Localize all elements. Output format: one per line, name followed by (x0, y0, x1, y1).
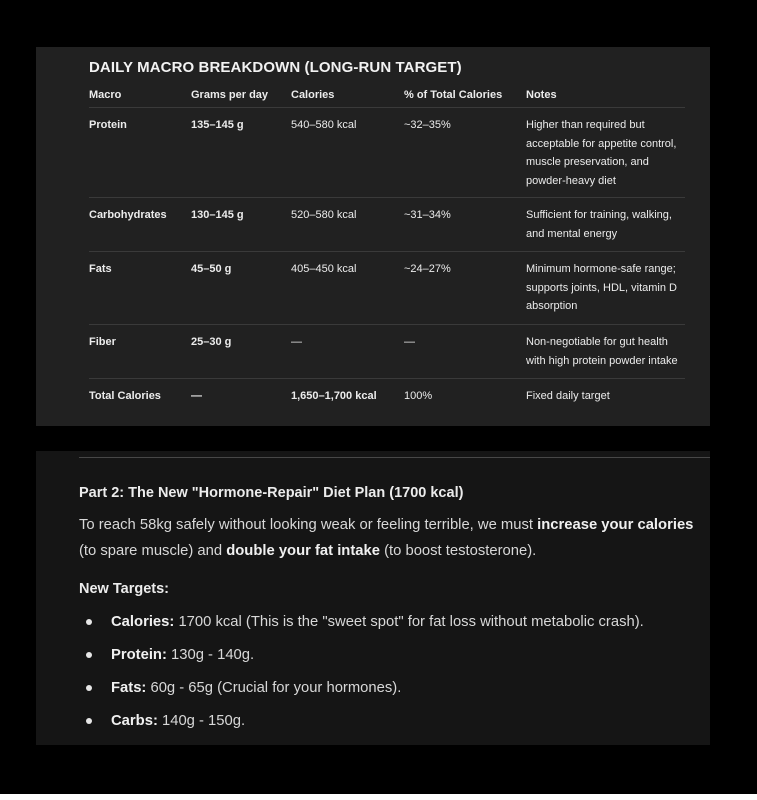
list-item (79, 609, 699, 642)
cell-notes: Minimum hormone-safe range; supports joints, HDL, vitamin D absorption (526, 263, 677, 312)
target-value: 140g - 150g. (157, 713, 246, 729)
list-item (79, 708, 699, 741)
cell-macro: Carbohydrates (89, 209, 167, 221)
target-label: Fats: (111, 680, 147, 696)
table-row (89, 252, 685, 325)
header-notes: Notes (526, 89, 557, 101)
plan-title: Part 2: The New "Hormone-Repair" Diet Plan (1700 kcal) (79, 485, 464, 501)
header-percent: % of Total Calories (404, 89, 503, 101)
bullet-dot-icon (86, 685, 92, 691)
cell-notes: Fixed daily target (526, 390, 610, 402)
intro-text-2: (to spare muscle) and (79, 543, 227, 559)
target-value: 130g - 140g. (166, 647, 255, 663)
table-row (89, 325, 685, 379)
table-row (89, 108, 685, 198)
target-label: Protein: (111, 647, 167, 663)
cell-notes: Non-negotiable for gut health with high protein powder intake (526, 336, 678, 367)
cell-notes: Sufficient for training, walking, and mental energy (526, 209, 672, 240)
macro-table (89, 85, 685, 413)
table-row-total (89, 379, 685, 413)
cell-grams: 135–145 g (191, 119, 244, 131)
intro-bold-1: increase your calories (537, 517, 694, 533)
target-label: Carbs: (111, 713, 158, 729)
cell-percent: ~31–34% (404, 209, 451, 221)
intro-bold-2: double your fat intake (226, 543, 380, 559)
cell-grams: 25–30 g (191, 336, 232, 348)
cell-macro: Fats (89, 263, 112, 275)
header-calories: Calories (291, 89, 335, 101)
macro-table-panel (36, 47, 710, 426)
cell-percent: 100% (404, 390, 433, 402)
bullet-dot-icon (86, 652, 92, 658)
intro-text-1: To reach 58kg safely without looking weak or feeling terrible, we must (79, 517, 538, 533)
cell-macro: Protein (89, 119, 127, 131)
cell-calories: 540–580 kcal (291, 119, 357, 131)
cell-calories: 1,650–1,700 kcal (291, 390, 377, 402)
cell-grams: 45–50 g (191, 263, 232, 275)
cell-percent: ~24–27% (404, 263, 451, 275)
diet-plan-panel (36, 451, 710, 745)
list-item (79, 675, 699, 708)
cell-calories: — (291, 336, 302, 348)
cell-percent: ~32–35% (404, 119, 451, 131)
list-item (79, 642, 699, 675)
cell-notes: Higher than required but acceptable for appetite control, muscle preservation, and powder-heavy diet (526, 119, 677, 187)
intro-text-3: (to boost testosterone). (379, 543, 537, 559)
cell-grams: 130–145 g (191, 209, 244, 221)
table-header-row (89, 85, 685, 108)
bullet-dot-icon (86, 619, 92, 625)
cell-percent: — (404, 336, 415, 348)
cell-calories: 520–580 kcal (291, 209, 357, 221)
cell-macro: Fiber (89, 336, 116, 348)
target-value: 1700 kcal (This is the "sweet spot" for fat loss without metabolic crash). (174, 614, 644, 630)
table-row (89, 198, 685, 252)
cell-grams: — (191, 390, 202, 402)
targets-list (79, 609, 699, 741)
target-value: 60g - 65g (Crucial for your hormones). (146, 680, 402, 696)
cell-calories: 405–450 kcal (291, 263, 357, 275)
bullet-dot-icon (86, 718, 92, 724)
cell-macro: Total Calories (89, 390, 161, 402)
macro-table-title: DAILY MACRO BREAKDOWN (LONG-RUN TARGET) (89, 59, 462, 76)
section-divider (79, 457, 710, 458)
header-macro: Macro (89, 89, 122, 101)
targets-heading: New Targets: (79, 581, 169, 597)
target-label: Calories: (111, 614, 175, 630)
plan-intro (79, 512, 707, 564)
header-grams: Grams per day (191, 89, 269, 101)
